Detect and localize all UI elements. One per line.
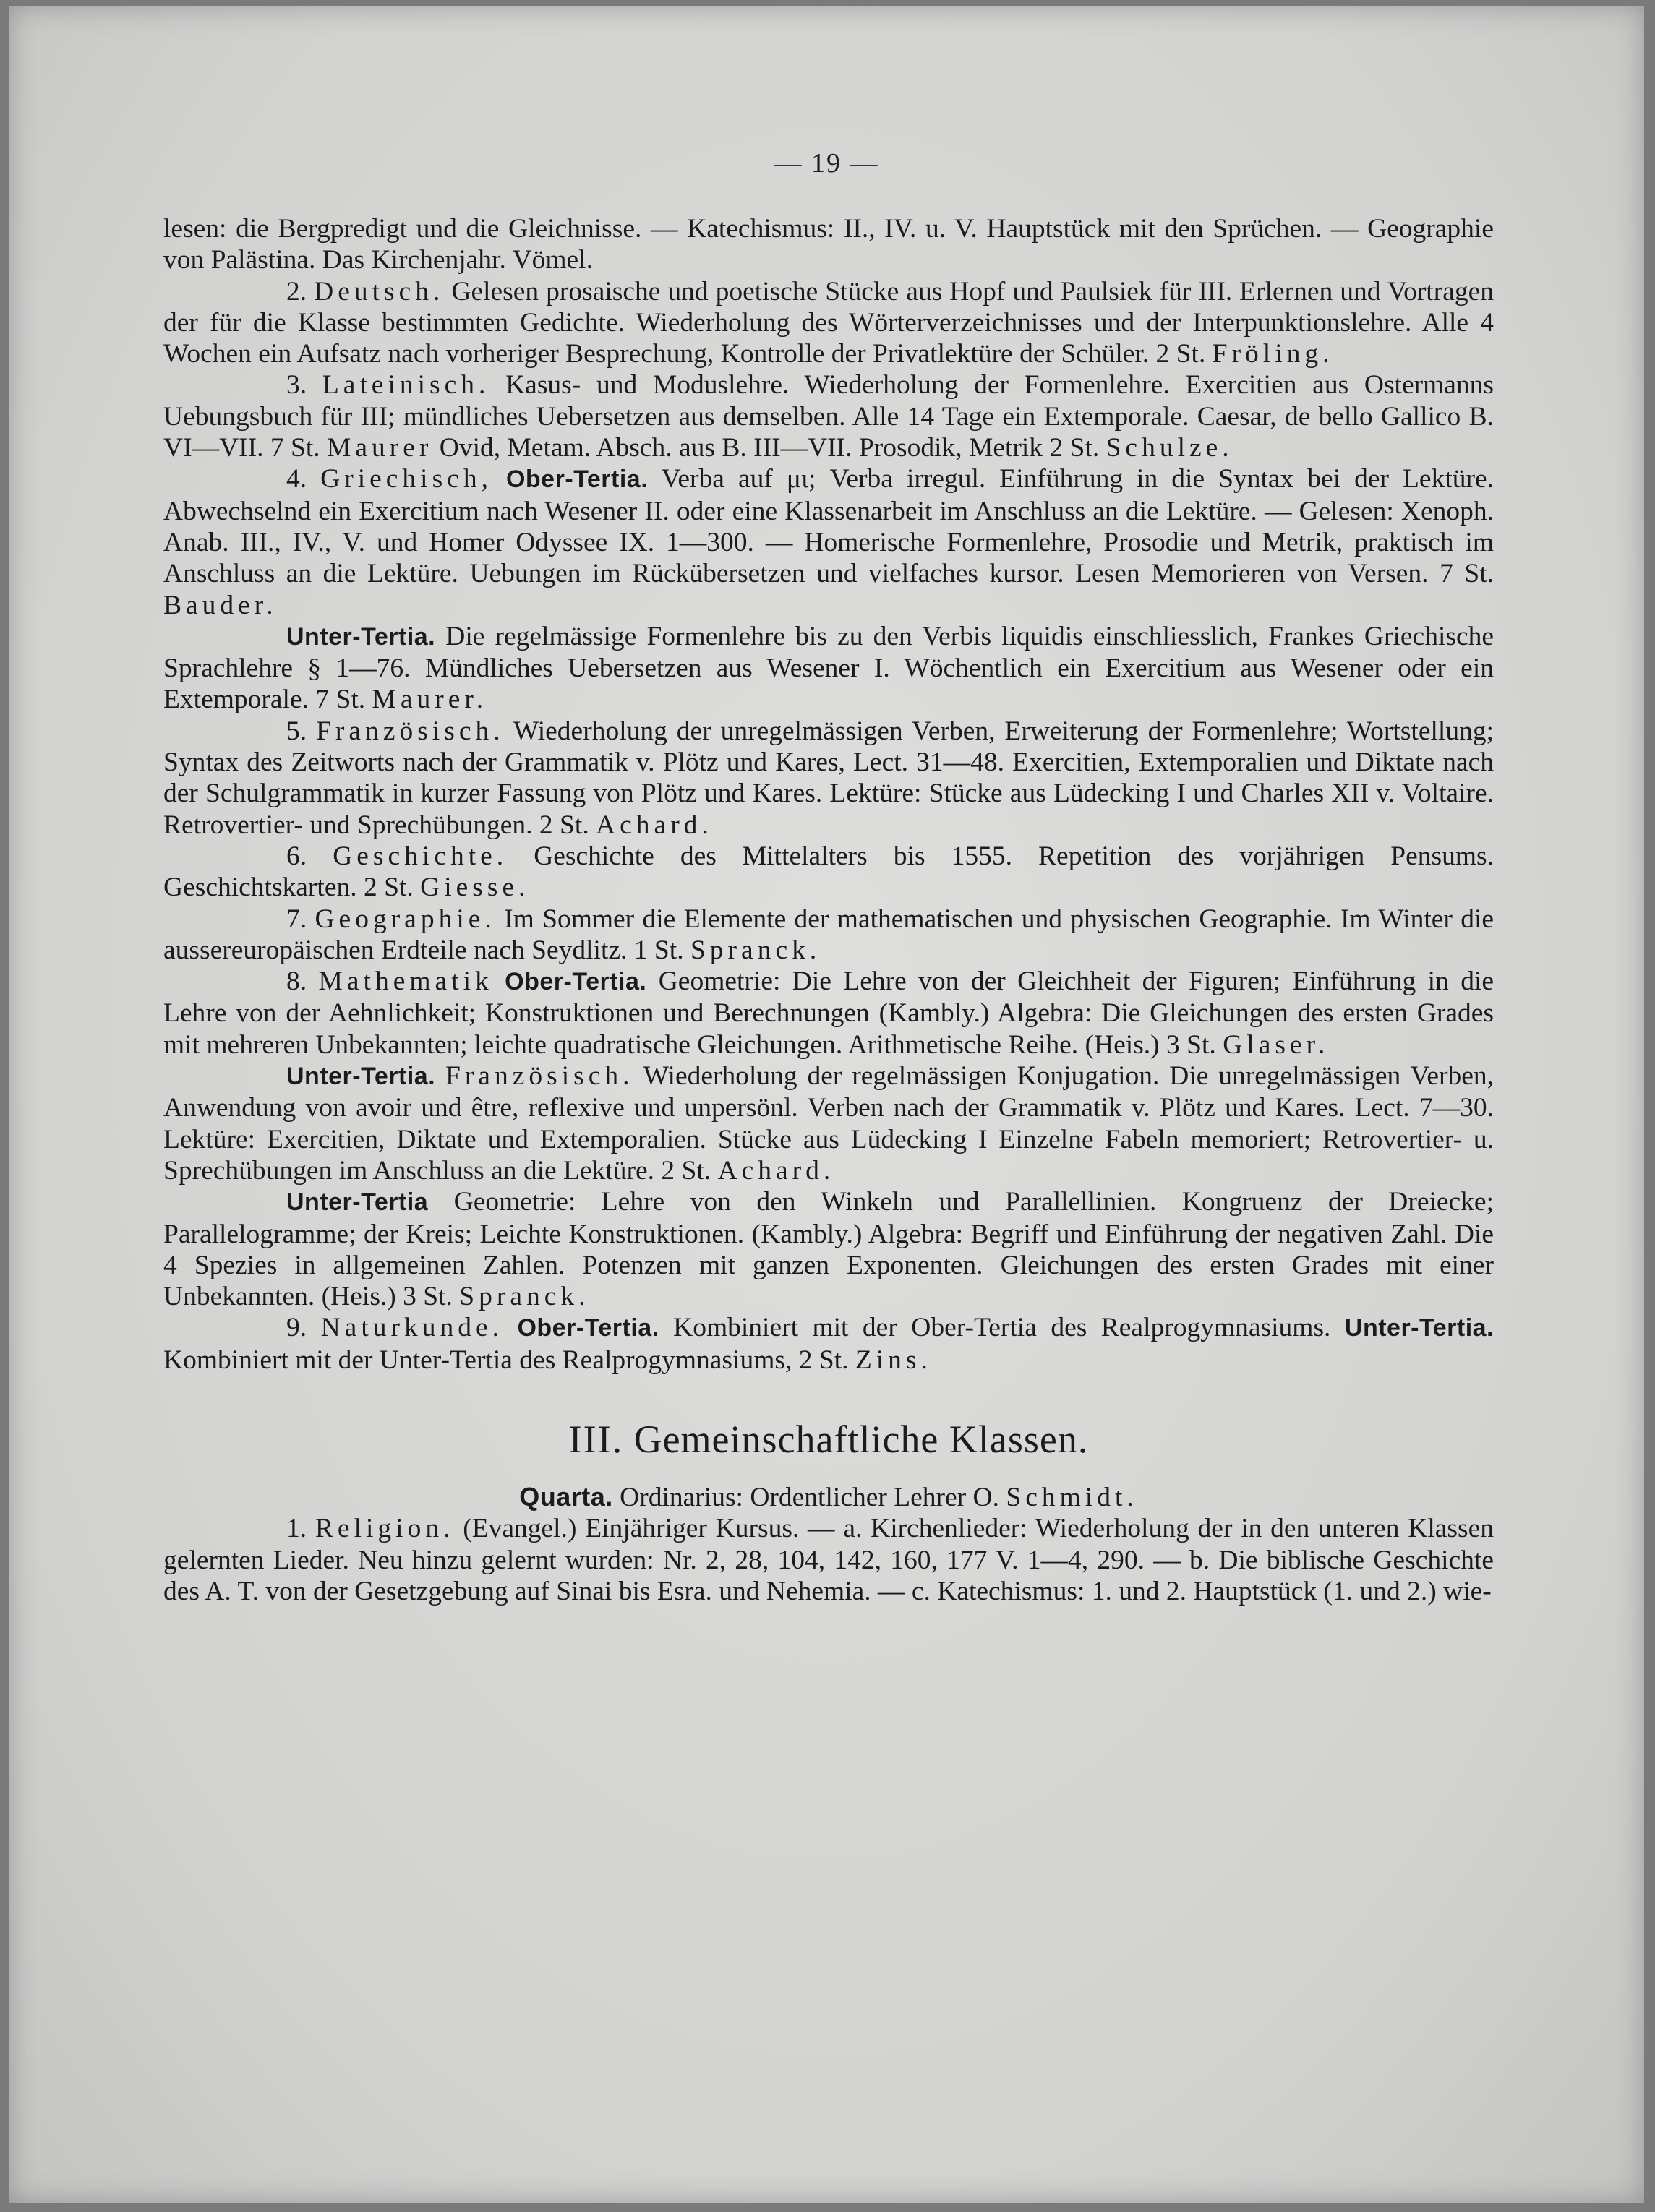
subject-label: Französisch. bbox=[445, 1061, 634, 1092]
paragraph-griechisch-unter: Unter-Tertia. Die regelmässige Formenlehre bis zu den Verbis liquidis einschliesslich, Frankes Griechische Sprachlehre § 1—76. Mündliches Uebersetzen aus Wesener I. Wöchentlich ein Exercitium aus Wesener oder ein Extemporale. 7 St. Maurer. bbox=[163, 621, 1494, 715]
teacher-name: Schmidt. bbox=[1006, 1482, 1138, 1512]
paragraph-deutsch: 2. Deutsch. Gelesen prosaische und poetische Stücke aus Hopf und Paulsiek für III. Erlernen und Vortragen der für die Klasse bestimmten Gedichte. Wiederholung des Wörterverzeichnisses und der Interpunktionslehre. Alle 4 Wochen ein Aufsatz nach vorheriger Besprechung, Kontrolle der Privatlektüre der Schüler. 2 St. Fröling. bbox=[163, 276, 1494, 369]
paragraph: lesen: die Bergpredigt und die Gleichnisse. — Katechismus: II., IV. u. V. Hauptstück mit den Sprüchen. — Geographie von Palästina. Das Kirchenjahr. Vömel. bbox=[163, 214, 1494, 275]
document-page bbox=[9, 6, 1644, 2203]
subject-label: Geographie. bbox=[315, 904, 496, 934]
paragraph-geschichte: 6. Geschichte. Geschichte des Mittelalters bis 1555. Repetition des vorjährigen Pensums. Geschichtskarten. 2 St. Giesse. bbox=[163, 841, 1494, 903]
teacher-name: Fröling. bbox=[1212, 339, 1334, 369]
section-heading: III. Gemeinschaftliche Klassen. bbox=[568, 1417, 1089, 1461]
class-label: Unter-Tertia. bbox=[1344, 1314, 1494, 1342]
paragraph-religion: 1. Religion. (Evangel.) Einjähriger Kursus. — a. Kirchenlieder: Wiederholung der in den unteren Klassen gelernten Lieder. Neu hinzu gelernt wurden: Nr. 2, 28, 104, 142, 160, 177 V. 1—4, 290. — b. Die biblische Geschichte des A. T. von der Gesetzgebung auf Sinai bis Esra. und Nehemia. — c. Katechismus: 1. und 2. Hauptstück (1. und 2.) wie- bbox=[163, 1514, 1494, 1606]
teacher-name: Spranck. bbox=[690, 935, 821, 965]
teacher-name: Bauder. bbox=[163, 590, 278, 620]
class-label: Quarta. bbox=[519, 1481, 613, 1512]
subject-label: Griechisch, bbox=[320, 464, 492, 494]
teacher-name: Spranck. bbox=[459, 1282, 590, 1312]
teacher-name: Maurer bbox=[327, 433, 433, 463]
paragraph-mathematik: 8. Mathematik Ober-Tertia. Geometrie: Die Lehre von der Gleichheit der Figuren; Einführung in die Lehre von der Aehnlichkeit; Konstruktionen und Berechnungen (Kambly.) Algebra: Die Gleichungen des ersten Grades mit mehreren Unbekannten; leichte quadratische Gleichungen. Arithmetische Reihe. (Heis.) 3 St. Glaser. bbox=[163, 966, 1494, 1060]
teacher-name: Maurer. bbox=[372, 685, 488, 715]
subject-label: Mathematik bbox=[318, 966, 493, 997]
class-label: Ober-Tertia. bbox=[505, 968, 647, 996]
class-label: Ober-Tertia. bbox=[505, 466, 649, 494]
class-label: Unter-Tertia. bbox=[286, 622, 436, 651]
paragraph-naturkunde: 9. Naturkunde. Ober-Tertia. Kombiniert mit der Ober-Tertia des Realprogymnasiums. Unter-Tertia. Kombiniert mit der Unter-Tertia des Realprogymnasiums, 2 St. Zins. bbox=[163, 1313, 1494, 1375]
subject-label: Französisch. bbox=[316, 716, 505, 746]
teacher-name: Giesse. bbox=[420, 873, 530, 903]
subject-label: Lateinisch. bbox=[322, 370, 490, 400]
teacher-name: Schulze. bbox=[1106, 433, 1233, 463]
page-number: — 19 — bbox=[774, 148, 879, 179]
paragraph-franzoesisch-unter: Unter-Tertia. Französisch. Wiederholung der regelmässigen Konjugation. Die unregelmässigen Verben, Anwendung von avoir und être, reflexive und unpersönl. Verben nach der Grammatik v. Plötz und Kares. Lect. 7—30. Lektüre: Exercitien, Diktate und Extemporalien. Stücke aus Lüdecking I Einzelne Fabeln memoriert; Retrovertier- u. Sprechübungen im Anschluss an die Lektüre. 2 St. Achard. bbox=[163, 1061, 1494, 1186]
paragraph-franzoesisch: 5. Französisch. Wiederholung der unregelmässigen Verben, Erweiterung der Formenlehre; Wortstellung; Syntax des Zeitworts nach der Grammatik v. Plötz und Kares, Lect. 31—48. Exercitien, Extemporalien und Diktate nach der Schulgrammatik in kurzer Fassung von Plötz und Kares. Lektüre: Stücke aus Lüdecking I und Charles XII v. Voltaire. Retrovertier- und Sprechübungen. 2 St. Achard. bbox=[163, 716, 1494, 840]
paragraph-griechisch: 4. Griechisch, Ober-Tertia. Verba auf μι; Verba irregul. Einführung in die Syntax bei der Lektüre. Abwechselnd ein Exercitium nach Wesener II. oder eine Klassenarbeit im Anschluss an die Lektüre. — Gelesen: Xenoph. Anab. III., IV., V. und Homer Odyssee IX. 1—300. — Homerische Formenlehre, Prosodie und Metrik, praktisch im Anschluss an die Lektüre. Uebungen im Rückübersetzen und vielfaches kursor. Lesen Memorieren von Versen. 7 St. Bauder. bbox=[163, 464, 1494, 620]
class-label: Unter-Tertia. bbox=[286, 1063, 436, 1091]
subject-label: Naturkunde. bbox=[320, 1313, 503, 1343]
teacher-name: Zins. bbox=[855, 1345, 932, 1375]
subject-label: Deutsch. bbox=[314, 276, 445, 306]
class-heading-quarta: Quarta. Ordinarius: Ordentlicher Lehrer O. Schmidt. bbox=[519, 1481, 1138, 1512]
teacher-name: Achard. bbox=[596, 810, 713, 840]
class-label: Ober-Tertia. bbox=[517, 1314, 659, 1342]
subject-label: Geschichte. bbox=[333, 841, 508, 871]
paragraph-mathematik-unter: Unter-Tertia Geometrie: Lehre von den Winkeln und Parallellinien. Kongruenz der Dreiecke; Parallelogramme; der Kreis; Leichte Konstruktionen. (Kambly.) Algebra: Begriff und Einführung der negativen Zahl. Die 4 Spezies in allgemeinen Zahlen. Potenzen mit ganzen Exponenten. Gleichungen des ersten Grades mit einer Unbekannten. (Heis.) 3 St. Spranck. bbox=[163, 1187, 1494, 1312]
class-label: Unter-Tertia bbox=[286, 1188, 429, 1217]
teacher-name: Achard. bbox=[717, 1155, 835, 1186]
paragraph-geographie: 7. Geographie. Im Sommer die Elemente der mathematischen und physischen Geographie. Im Winter die aussereuropäischen Erdteile nach Seydlitz. 1 St. Spranck. bbox=[163, 904, 1494, 965]
paragraph-lateinisch: 3. Lateinisch. Kasus- und Moduslehre. Wiederholung der Formenlehre. Exercitien aus Ostermanns Uebungsbuch für III; mündliches Uebersetzen aus demselben. Alle 14 Tage ein Extemporale. Caesar, de bello Gallico B. VI—VII. 7 St. Maurer Ovid, Metam. Absch. aus B. III—VII. Prosodik, Metrik 2 St. Schulze. bbox=[163, 370, 1494, 463]
subject-label: Religion. bbox=[315, 1514, 455, 1544]
body-text bbox=[163, 213, 1494, 1607]
teacher-name: Glaser. bbox=[1223, 1029, 1330, 1060]
